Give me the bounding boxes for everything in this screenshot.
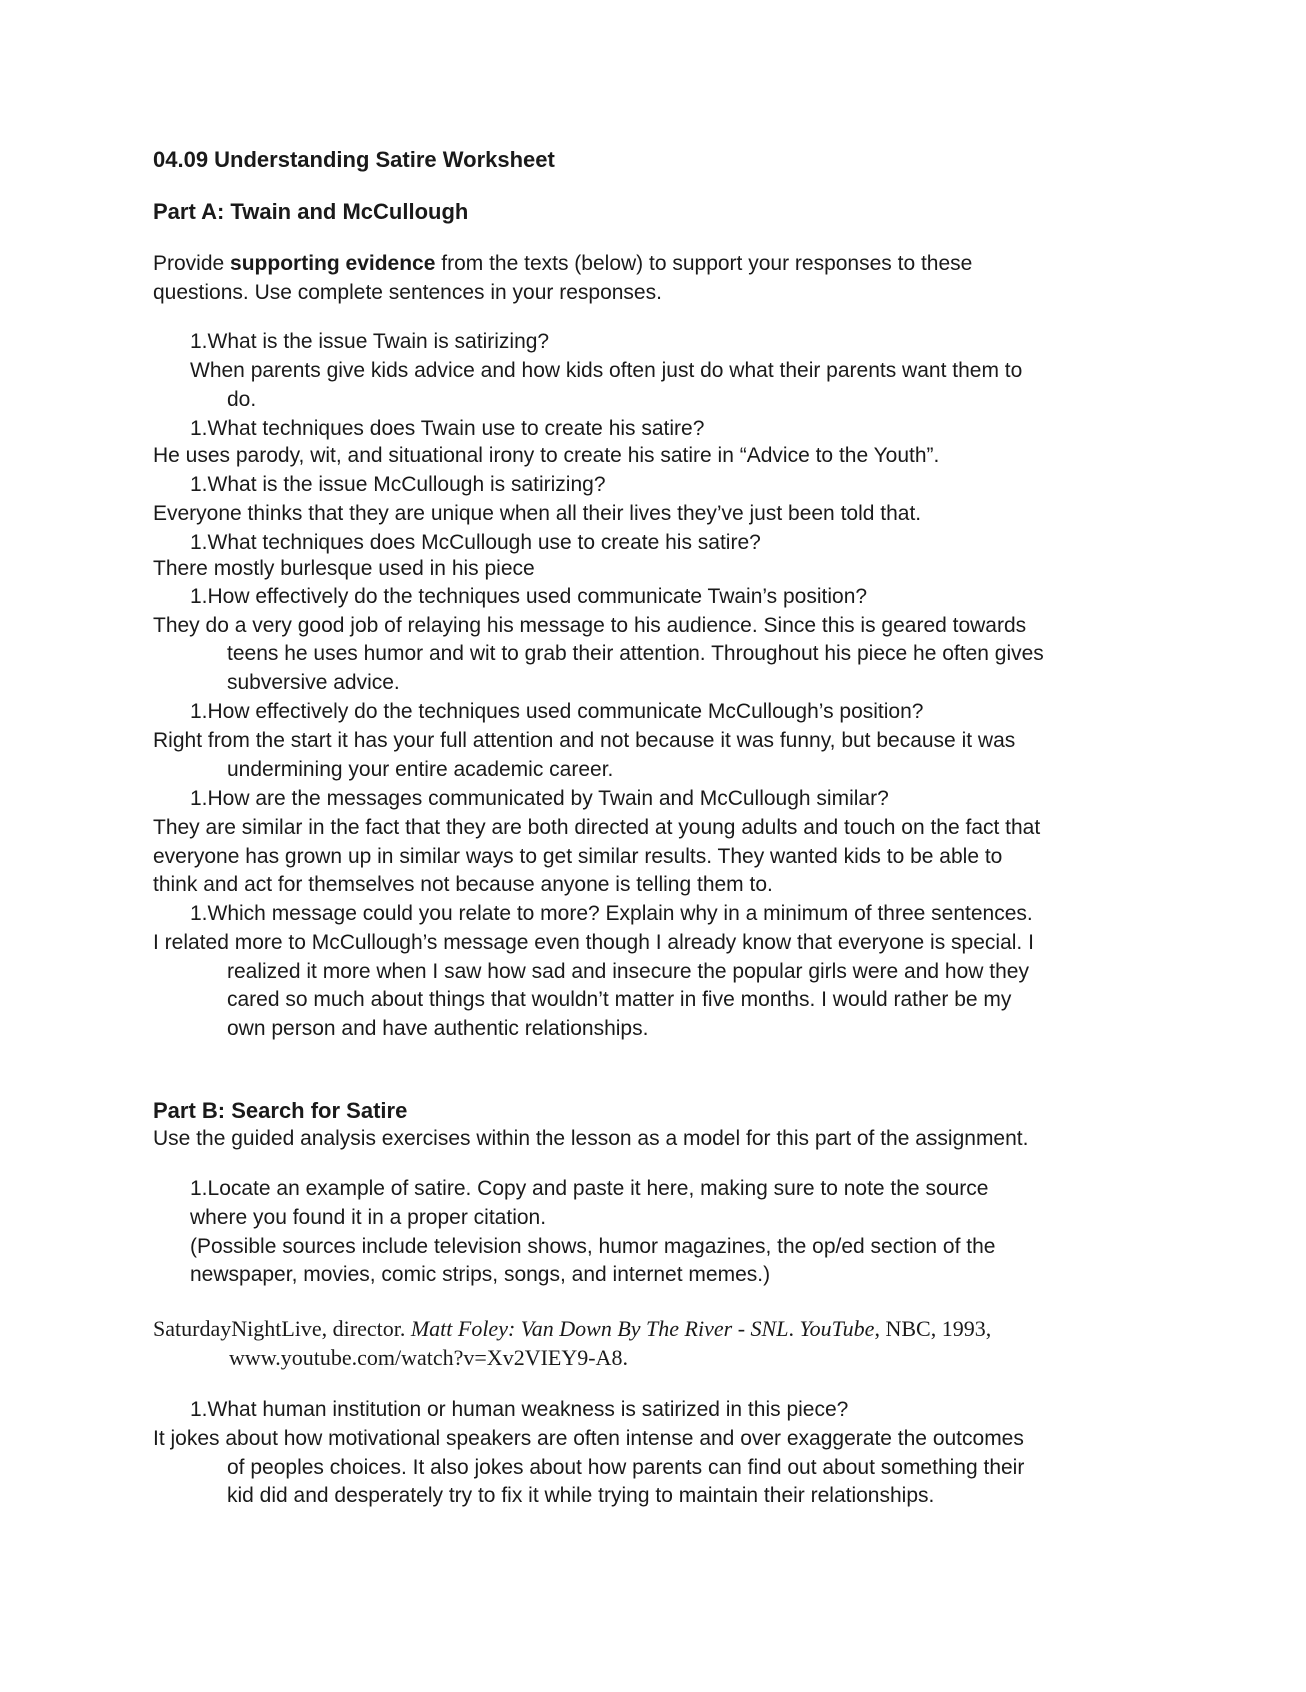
- answer-5-line-2: teens he uses humor and wit to grab their attention. Throughout his piece he often gives: [227, 642, 1044, 665]
- answer-7-line-2: everyone has grown up in similar ways to get similar results. They wanted kids to be able to: [153, 845, 1003, 868]
- question-3: 1.What is the issue McCullough is satirizing?: [190, 473, 606, 496]
- question-7: 1.How are the messages communicated by Twain and McCullough similar?: [190, 787, 889, 810]
- answer-8-line-1: I related more to McCullough’s message even though I already know that everyone is special. I: [153, 931, 1034, 954]
- answer-7-line-3: think and act for themselves not because anyone is telling them to.: [153, 873, 773, 896]
- answer-8-line-2: realized it more when I saw how sad and insecure the popular girls were and how they: [227, 960, 1029, 983]
- citation-separator: .: [788, 1316, 800, 1341]
- citation-site: YouTube: [799, 1316, 875, 1341]
- part-b-question-1-line-4: newspaper, movies, comic strips, songs, and internet memes.): [190, 1263, 771, 1286]
- part-b-question-1-line-3: (Possible sources include television shows, humor magazines, the op/ed section of the: [190, 1235, 996, 1258]
- question-1: 1.What is the issue Twain is satirizing?: [190, 330, 550, 353]
- intro-text-bold: supporting evidence: [230, 252, 436, 275]
- question-4: 1.What techniques does McCullough use to create his satire?: [190, 531, 761, 554]
- intro-text-pre: Provide: [153, 252, 231, 275]
- answer-7-line-1: They are similar in the fact that they are both directed at young adults and touch on the fact that: [153, 816, 1041, 839]
- citation-url: www.youtube.com/watch?v=Xv2VIEY9-A8.: [229, 1345, 628, 1370]
- part-a-intro-line-1: [153, 250, 972, 278]
- part-b-question-1-line-1: 1.Locate an example of satire. Copy and paste it here, making sure to note the source: [190, 1177, 989, 1200]
- part-b-intro: Use the guided analysis exercises within the lesson as a model for this part of the assignment.: [153, 1127, 1029, 1150]
- question-8: 1.Which message could you relate to more? Explain why in a minimum of three sentences.: [190, 902, 1033, 925]
- answer-8-line-3: cared so much about things that wouldn’t matter in five months. I would rather be my: [227, 988, 1012, 1011]
- answer-2: He uses parody, wit, and situational irony to create his satire in “Advice to the Youth”.: [153, 444, 940, 467]
- part-b-answer-2-line-3: kid did and desperately try to fix it while trying to maintain their relationships.: [227, 1484, 935, 1507]
- question-2: 1.What techniques does Twain use to create his satire?: [190, 417, 705, 440]
- citation-publisher: , NBC, 1993,: [874, 1316, 992, 1341]
- part-b-answer-2-line-2: of peoples choices. It also jokes about how parents can find out about something their: [227, 1456, 1025, 1479]
- citation-line-1: [153, 1315, 991, 1343]
- question-5: 1.How effectively do the techniques used communicate Twain’s position?: [190, 585, 868, 608]
- answer-1-line-2: do.: [227, 388, 257, 411]
- part-b-question-1-line-2: where you found it in a proper citation.: [190, 1206, 547, 1229]
- intro-text-post: from the texts (below) to support your responses to these: [435, 252, 973, 275]
- part-b-question-2: 1.What human institution or human weakness is satirized in this piece?: [190, 1398, 849, 1421]
- citation-title: Matt Foley: Van Down By The River - SNL: [410, 1316, 789, 1341]
- page-title: 04.09 Understanding Satire Worksheet: [153, 147, 555, 172]
- answer-3: Everyone thinks that they are unique when all their lives they’ve just been told that.: [153, 502, 922, 525]
- answer-6-line-1: Right from the start it has your full attention and not because it was funny, but because it was: [153, 729, 1016, 752]
- answer-8-line-4: own person and have authentic relationships.: [227, 1017, 649, 1040]
- citation-author: SaturdayNightLive, director.: [153, 1316, 411, 1341]
- part-b-answer-2-line-1: It jokes about how motivational speakers are often intense and over exaggerate the outcomes: [153, 1427, 1024, 1450]
- question-6: 1.How effectively do the techniques used communicate McCullough’s position?: [190, 700, 924, 723]
- part-a-heading: Part A: Twain and McCullough: [153, 199, 469, 224]
- answer-5-line-1: They do a very good job of relaying his message to his audience. Since this is geared towards: [153, 614, 1027, 637]
- answer-1-line-1: When parents give kids advice and how kids often just do what their parents want them to: [190, 359, 1023, 382]
- part-b-heading: Part B: Search for Satire: [153, 1098, 408, 1123]
- answer-4: There mostly burlesque used in his piece: [153, 557, 535, 580]
- answer-6-line-2: undermining your entire academic career.: [227, 758, 614, 781]
- answer-5-line-3: subversive advice.: [227, 671, 400, 694]
- part-a-intro-line-2: questions. Use complete sentences in your responses.: [153, 281, 662, 304]
